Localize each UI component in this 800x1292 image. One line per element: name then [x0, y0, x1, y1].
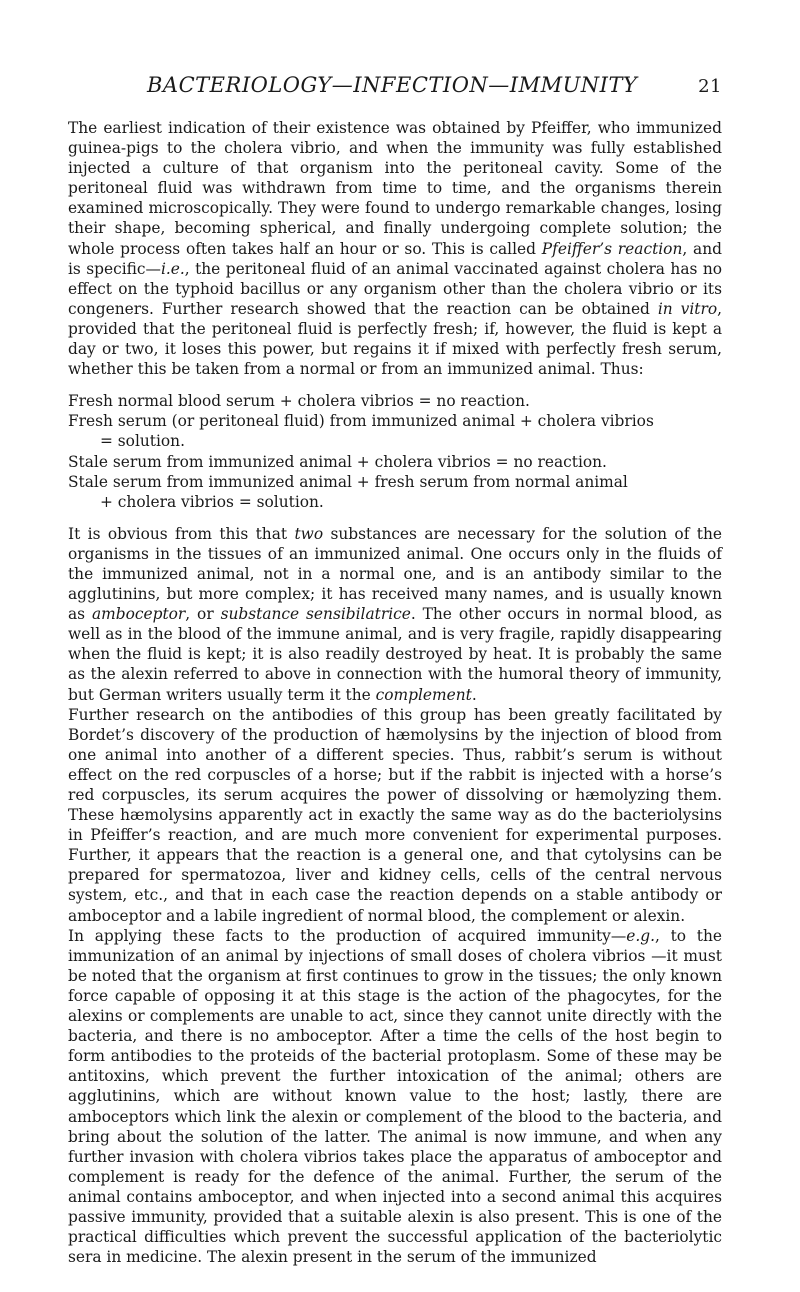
page-body — [68, 118, 722, 1267]
running-head — [0, 73, 800, 105]
equation-line-4: Stale serum from immunized animal + fresh serum from normal animal + cholera vibrios = solution. — [68, 472, 628, 511]
equation-line-1: Fresh normal blood serum + cholera vibrios = no reaction. — [68, 392, 530, 411]
running-head-title: BACTERIOLOGY—INFECTION—IMMUNITY — [147, 73, 638, 97]
equation-line-2: Fresh serum (or peritoneal fluid) from immunized animal + cholera vibrios = solution. — [68, 412, 654, 451]
equation-line-3: Stale serum from immunized animal + cholera vibrios = no reaction. — [68, 452, 607, 471]
paragraph-pfeiffer-reaction: The earliest indication of their existence was obtained by Pfeiffer, who immunized guinea-pigs to the cholera vibrio, and when the immunity was fully established injected a culture of that organism into the peritoneal cavity. Some of the peritoneal fluid was withdrawn from time to time, and the organisms therein examined microscopically. They were found to undergo remarkable changes, losing their shape, becoming spherical, and finally undergoing complete solution; the whole process often takes half an hour or so. This is called Pfeiffer’s reaction, and is specific—i.e., the peritoneal fluid of an animal vaccinated against cholera has no effect on the typhoid bacillus or any organism other than the cholera vibrio or its congeners. Further research showed that the reaction can be obtained in vitro, provided that the peritoneal fluid is perfectly fresh; if, however, the fluid is kept a day or two, it loses this power, but regains it if mixed with perfectly fresh serum, whether this be taken from a normal or from an immunized animal. Thus: — [68, 119, 723, 379]
paragraph-acquired-immunity: In applying these facts to the production of acquired immunity—e.g., to the immunization of an animal by injections of small doses of cholera vibrios —it must be noted that the organism at first continues to grow in the tissues; the only known force capable of opposing it at this stage is the action of the phagocytes, for the alexins or complements are unable to act, since they cannot unite directly with the bacteria, and there is no amboceptor. After a time the cells of the host begin to form antibodies to the proteids of the bacterial protoplasm. Some of these may be antitoxins, which prevent the further intoxication of the animal; others are agglutinins, which are without known value to the host; lastly, there are amboceptors which link the alexin or complement of the blood to the bacteria, and bring about the solution of the latter. The animal is now immune, and when any further invasion with cholera vibrios takes place the apparatus of amboceptor and complement is ready for the defence of the animal. Further, the serum of the animal contains amboceptor, and when injected into a second animal this acquires passive immunity, provided that a suitable alexin is also present. This is one of the practical difficulties which prevent the successful application of the bacteriolytic sera in medicine. The alexin present in the serum of the immunized — [68, 926, 722, 1267]
paragraph-two-substances: It is obvious from this that two substances are necessary for the solution of the organisms in the tissues of an immunized animal. One occurs only in the fluids of the immunized animal, not in a normal one, and is an antibody similar to the agglutinins, but more complex; it has received many names, and is usually known as amboceptor, or substance sensibilatrice. The other occurs in normal blood, as well as in the blood of the immune animal, and is very fragile, rapidly disappearing when the fluid is kept; it is also readily destroyed by heat. It is probably the same as the alexin referred to above in connection with the humoral theory of immunity, but German writers usually term it the complement. — [68, 524, 722, 704]
page-number: 21 — [698, 76, 722, 97]
paragraph-haemolysins: Further research on the antibodies of this group has been greatly facilitated by Bordet’s discovery of the production of hæmolysins by the injection of blood from one animal into another of a different species. Thus, rabbit’s serum is without effect on the red corpuscles of a horse; but if the rabbit is injected with a horse’s red corpuscles, its serum acquires the power of dissolving or hæmolyzing them. These hæmolysins apparently act in exactly the same way as do the bacteriolysins in Pfeiffer’s reaction, and are much more convenient for experimental purposes. Further, it appears that the reaction is a general one, and that cytolysins can be prepared for spermatozoa, liver and kidney cells, cells of the central nervous system, etc., and that in each case the reaction depends on a stable antibody or amboceptor and a labile ingredient of normal blood, the complement or alexin. — [68, 705, 722, 925]
